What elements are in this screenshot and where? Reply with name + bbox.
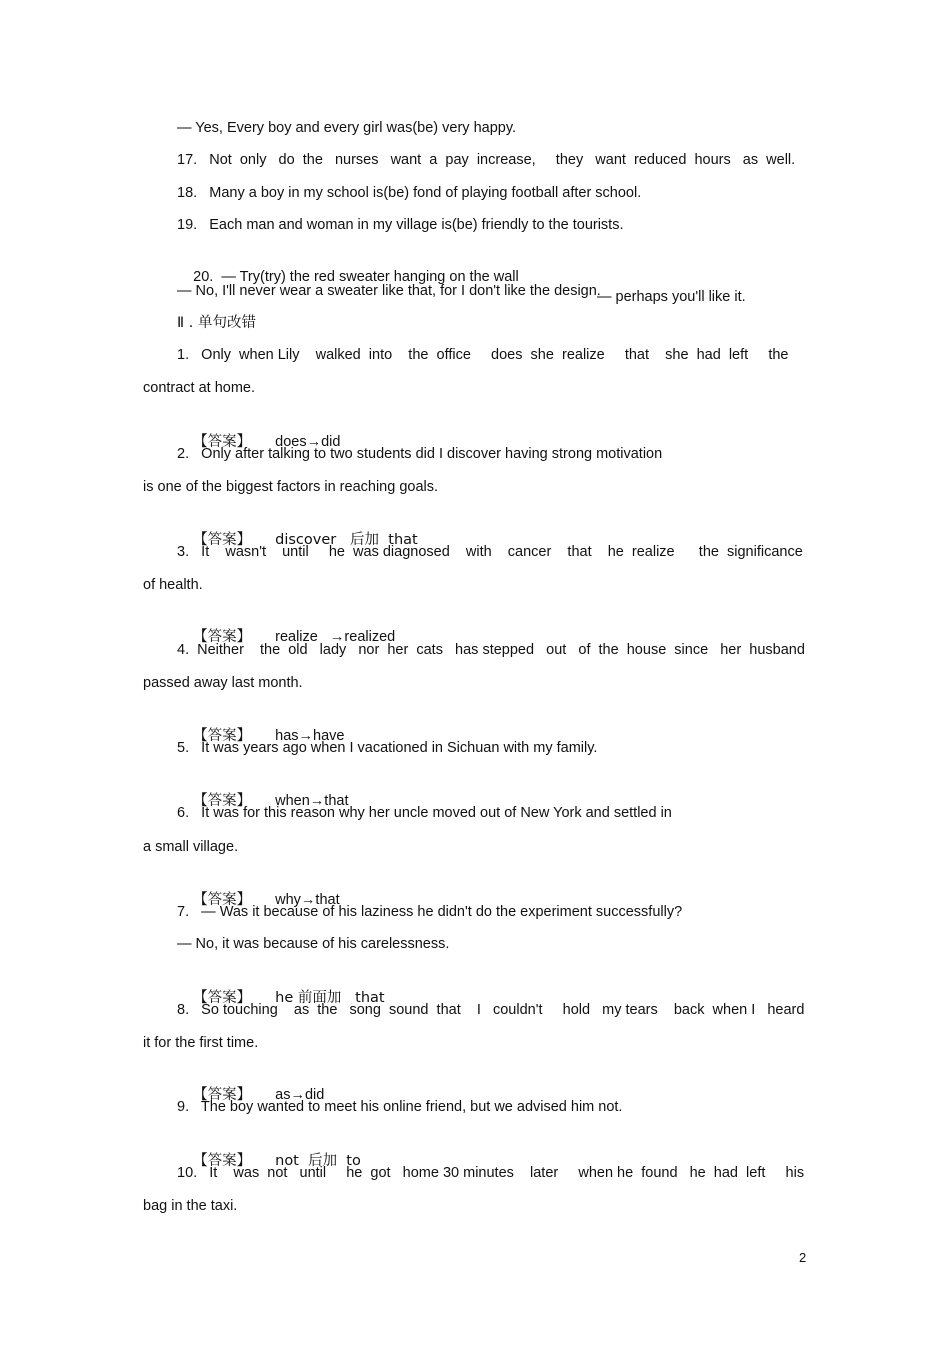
answer-tag: 【答案】 [193,434,252,450]
answer-tag: 【答案】 [193,1087,252,1103]
text-line: 7. — Was it because of his laziness he didn't do the experiment successfully? [177,904,683,920]
text-segment: — perhaps you'll like it. [597,289,746,305]
text-line: is one of the biggest factors in reaching goals. [143,479,439,495]
section-heading: Ⅱ . 单句改错 [177,315,256,331]
text-line: 19. Each man and woman in my village is(be) friendly to the tourists. [177,217,624,233]
answer-text: why→that [275,892,340,908]
answer-tag: 【答案】 [193,892,252,908]
text-line: 8. So touching as the song sound that I couldn't hold my tears back when I heard [177,1002,805,1018]
answer-text: does→did [275,434,341,450]
answer-text: has→have [275,728,345,744]
answer-tag: 【答案】 [193,629,252,645]
answer-text: realize →realized [275,629,396,645]
page-number: 2 [799,1250,807,1265]
text-line: 2. Only after talking to two students did I discover having strong motivation [177,446,663,462]
text-line: 5. It was years ago when I vacationed in Sichuan with my family. [177,740,598,756]
text-line: it for the first time. [143,1035,259,1051]
text-line: 3. It wasn't until he was diagnosed with cancer that he realize the significance [177,544,803,560]
text-line: a small village. [143,839,239,855]
text-line: — No, it was because of his carelessness. [177,936,450,952]
answer-text: he 前面加 that [275,990,385,1006]
text-line: 9. The boy wanted to meet his online friend, but we advised him not. [177,1099,623,1115]
text-line: passed away last month. [143,675,303,691]
text-line: 18. Many a boy in my school is(be) fond of playing football after school. [177,185,642,201]
answer-tag: 【答案】 [193,728,252,744]
answer-text: as→did [275,1087,325,1103]
text-line: contract at home. [143,380,256,396]
answer-tag: 【答案】 [193,1153,252,1169]
text-line: 6. It was for this reason why her uncle moved out of New York and settled in [177,805,672,821]
answer-tag: 【答案】 [193,532,252,548]
text-line: 10. It was not until he got home 30 minutes later when he found he had left his [177,1165,805,1181]
text-line: — No, I'll never wear a sweater like that, for I don't like the design. [177,283,601,299]
text-line: — Yes, Every boy and every girl was(be) very happy. [177,120,517,136]
text-line: 17. Not only do the nurses want a pay increase, they want reduced hours as well. [177,152,796,168]
text-segment: 20. — Try(try) the red sweater hanging on the wall [193,269,519,285]
answer-text: not 后加 to [275,1153,361,1169]
answer-tag: 【答案】 [193,793,252,809]
answer-tag: 【答案】 [193,990,252,1006]
text-line: bag in the taxi. [143,1198,238,1214]
answer-text: when→that [275,793,349,809]
answer-text: discover 后加 that [275,532,418,548]
text-line: 4. Neither the old lady nor her cats has stepped out of the house since her husband [177,642,805,658]
text-line: of health. [143,577,203,593]
text-line: 1. Only when Lily walked into the office does she realize that she had left the [177,347,789,363]
